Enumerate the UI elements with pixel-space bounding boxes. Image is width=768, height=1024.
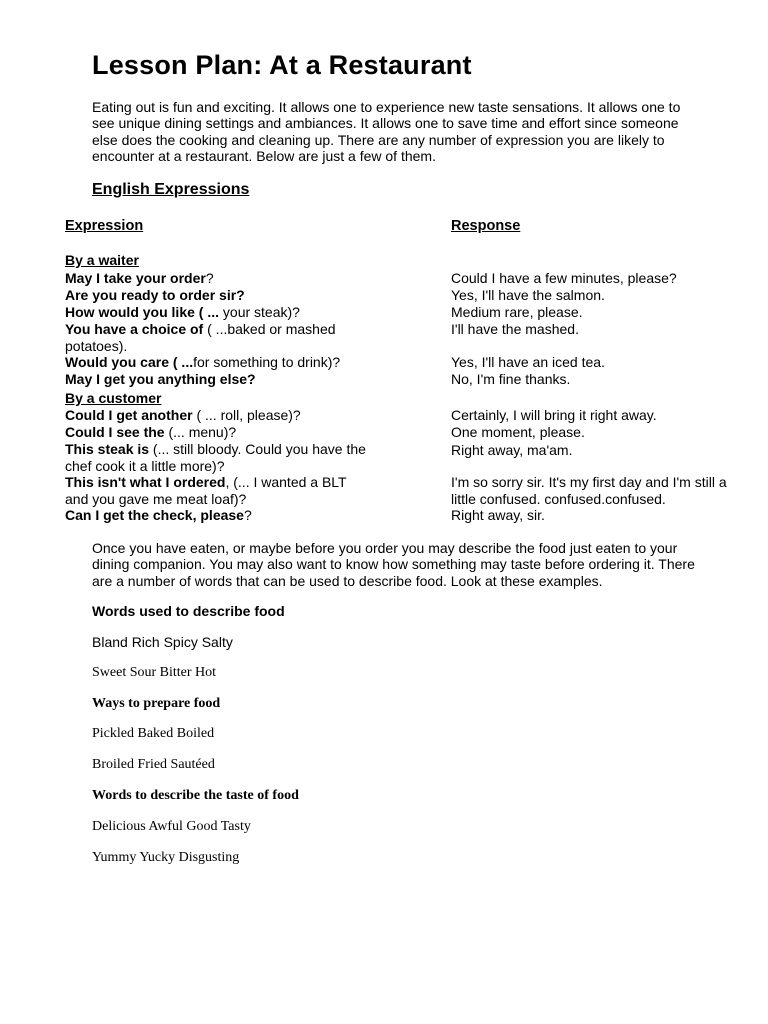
expression-text: Can I get the check, please? <box>65 507 252 523</box>
expression-text: Could I see the (... menu)? <box>65 424 237 440</box>
taste-words-line: Delicious Awful Good Tasty <box>92 819 251 834</box>
section-heading: English Expressions <box>92 181 250 198</box>
expression-text: May I take your order? <box>65 270 214 286</box>
expression-row <box>65 304 745 321</box>
expression-row <box>65 371 745 388</box>
expression-row <box>65 321 745 354</box>
preparation-words-line: Broiled Fried Sautéed <box>92 757 215 772</box>
page-title: Lesson Plan: At a Restaurant <box>92 50 472 80</box>
expression-row <box>65 507 745 524</box>
expression-row <box>65 270 745 287</box>
response-text: Right away, sir. <box>451 507 545 523</box>
response-text: I'm so sorry sir. It's my first day and I'm still a little confused. confused.confused. <box>451 474 727 507</box>
response-text: Right away, ma'am. <box>451 442 573 458</box>
response-text: Certainly, I will bring it right away. <box>451 407 657 423</box>
response-text: No, I'm fine thanks. <box>451 371 571 387</box>
taste-heading: Words to describe the taste of food <box>92 788 299 803</box>
expression-row <box>65 407 745 424</box>
description-paragraph: Once you have eaten, or maybe before you order you may describe the food just eaten to your dining companion. You may also want to know how something may taste before ordering it. There are a number of words that can be used to describe food. Look at these examples. <box>92 540 695 589</box>
food-words-line: Sweet Sour Bitter Hot <box>92 665 217 680</box>
expression-row <box>65 424 745 441</box>
expression-row <box>65 441 745 474</box>
response-text: Yes, I'll have the salmon. <box>451 287 605 303</box>
intro-paragraph: Eating out is fun and exciting. It allows one to experience new taste sensations. It allows one to see unique dining settings and ambiances. It allows one to save time and effort since someone else does the cooking and cleaning up. There are any number of expression you are likely to encounter at a restaurant. Below are just a few of them. <box>92 99 681 164</box>
expression-text: This isn't what I ordered, (... I wanted a BLT and you gave me meat loaf)? <box>65 474 347 507</box>
preparation-words-line: Pickled Baked Boiled <box>92 726 215 741</box>
expression-text: Are you ready to order sir? <box>65 287 245 303</box>
expression-row <box>65 474 745 507</box>
customer-subheading: By a customer <box>65 390 162 406</box>
taste-words-line: Yummy Yucky Disgusting <box>92 850 240 865</box>
expression-column-heading: Expression <box>65 218 144 234</box>
response-text: Could I have a few minutes, please? <box>451 270 677 286</box>
response-text: Medium rare, please. <box>451 304 583 320</box>
food-words-line: Bland Rich Spicy Salty <box>92 634 233 650</box>
expression-text: How would you like ( ... your steak)? <box>65 304 300 320</box>
expression-text: Would you care ( ...for something to drink)? <box>65 354 341 370</box>
expression-text: May I get you anything else? <box>65 371 256 387</box>
expression-row <box>65 354 745 371</box>
response-column-heading: Response <box>451 218 521 234</box>
response-text: I'll have the mashed. <box>451 321 579 337</box>
expression-row <box>65 287 745 304</box>
expression-text: This steak is (... still bloody. Could you have the chef cook it a little more)? <box>65 441 366 474</box>
waiter-subheading: By a waiter <box>65 252 139 268</box>
response-text: Yes, I'll have an iced tea. <box>451 354 605 370</box>
expression-text: Could I get another ( ... roll, please)? <box>65 407 301 423</box>
food-words-heading: Words used to describe food <box>92 603 285 619</box>
response-text: One moment, please. <box>451 424 585 440</box>
preparation-heading: Ways to prepare food <box>92 696 221 711</box>
expression-text: You have a choice of ( ...baked or mashed potatoes). <box>65 321 336 354</box>
